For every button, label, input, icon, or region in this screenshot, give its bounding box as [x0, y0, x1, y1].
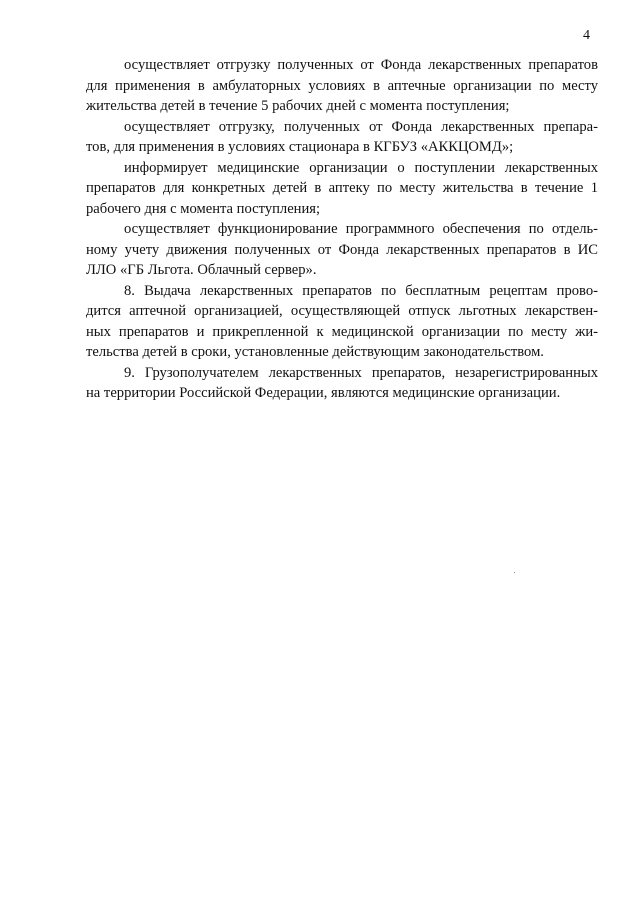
text-line: осуществляет отгрузку, полученных от Фонда лекарственных препара-	[124, 118, 598, 135]
text-line: рабочего дня с момента поступления;	[86, 200, 321, 217]
text-line: осуществляет функционирование программного обеспечения по отдель-	[124, 221, 598, 237]
scan-speck	[514, 572, 515, 573]
text-line: 9. Грузополучателем лекарственных препаратов, незарегистрированных	[124, 364, 598, 381]
document-body	[86, 55, 598, 404]
text-line: дится аптечной организацией, осуществляющей отпуск льготных лекарствен-	[86, 303, 598, 319]
text-line: ному учету движения полученных от Фонда лекарственных препаратов в ИС	[86, 241, 598, 258]
text-line: жительства детей в течение 5 рабочих дней с момента поступления;	[86, 98, 510, 114]
text-line: ных препаратов и прикрепленной к медицинской организации по месту жи-	[86, 323, 598, 340]
text-line: препаратов для конкретных детей в аптеку по месту жительства в течение 1	[86, 180, 598, 196]
text-line: для применения в амбулаторных условиях в аптечные организации по месту	[86, 77, 598, 94]
text-line: тельства детей в сроки, установленные действующим законодательством.	[86, 344, 544, 360]
text-line: осуществляет отгрузку полученных от Фонда лекарственных препаратов	[124, 57, 598, 73]
text-line: ЛЛО «ГБ Льгота. Облачный сервер».	[86, 262, 317, 278]
page-number: 4	[583, 28, 590, 43]
text-line: на территории Российской Федерации, являются медицинские организации.	[86, 385, 561, 401]
text-line: тов, для применения в условиях стационара в КГБУЗ «АККЦОМД»;	[86, 139, 514, 155]
text-line: информирует медицинские организации о поступлении лекарственных	[124, 159, 598, 176]
text-line: 8. Выдача лекарственных препаратов по бесплатным рецептам прово-	[124, 282, 598, 299]
